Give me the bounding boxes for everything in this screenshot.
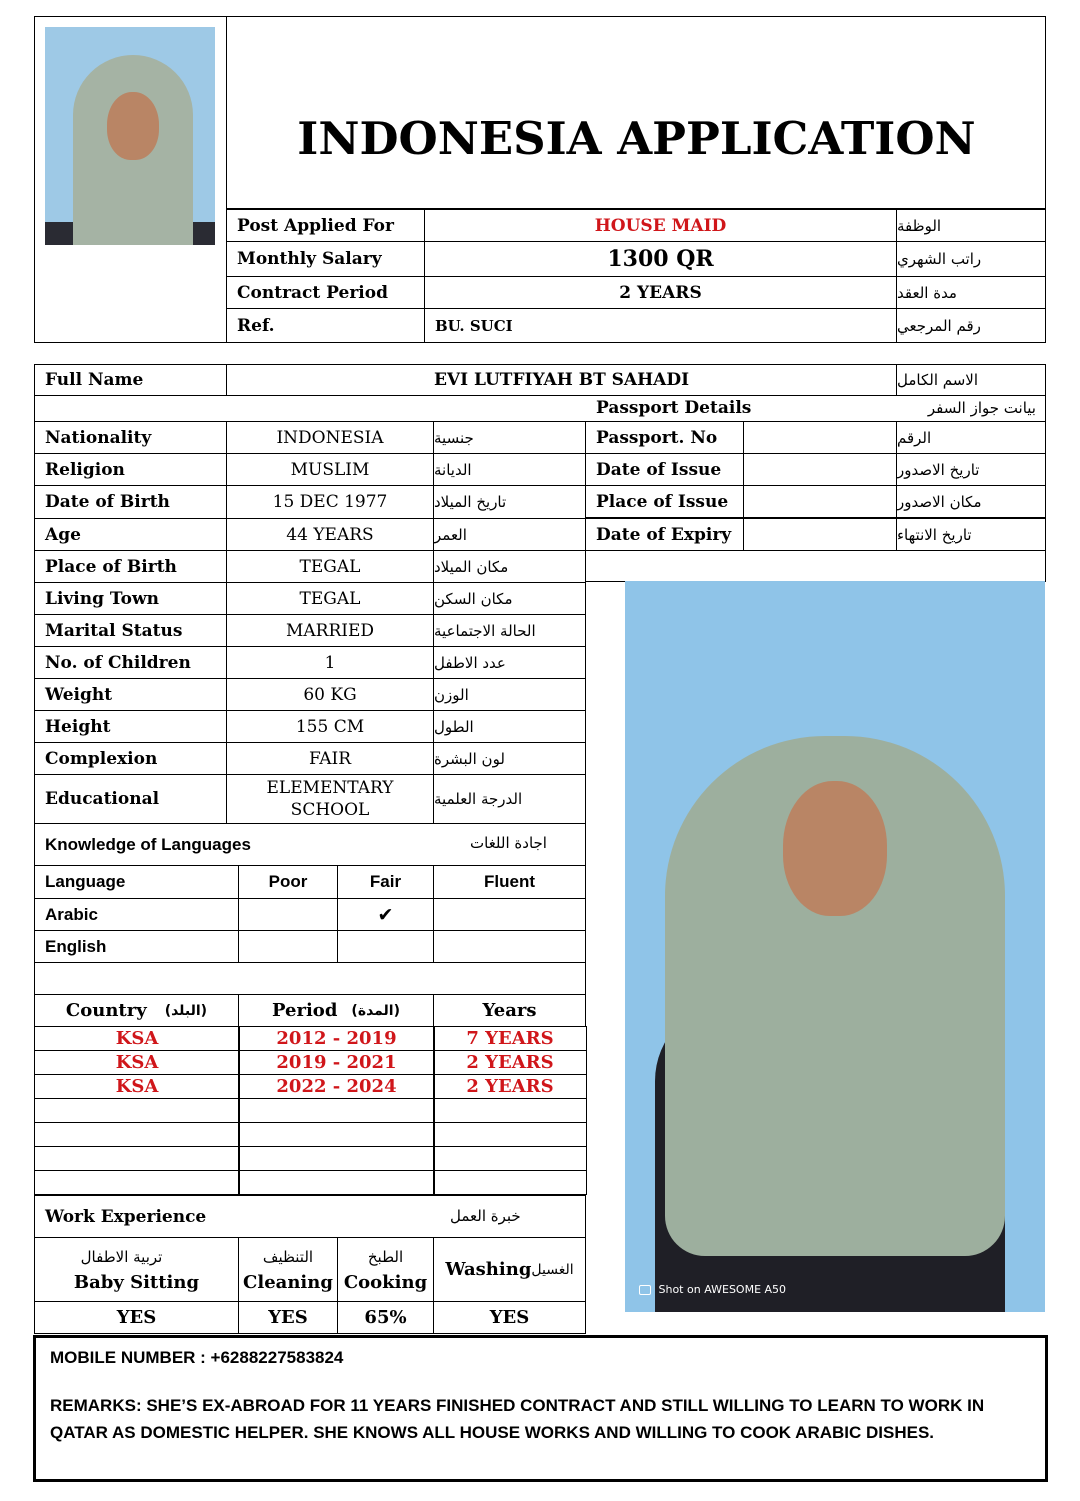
exp-row-3-period: 2022 - 2024 bbox=[238, 1074, 435, 1099]
exp-col-country bbox=[34, 994, 239, 1027]
passport-date-of-expiry-label: Date of Expiry bbox=[585, 518, 744, 551]
photo-caption-text: Shot on AWESOME A50 bbox=[658, 1283, 787, 1296]
passport-date-of-expiry-value bbox=[743, 518, 897, 551]
monthly-salary-label: Monthly Salary bbox=[226, 241, 425, 277]
date-of-birth-arabic: تاريخ الميلاد bbox=[433, 485, 586, 519]
education-value-line1: ELEMENTARY bbox=[266, 778, 394, 798]
lang-english-name: English bbox=[34, 930, 239, 963]
lang-col-poor: Poor bbox=[238, 865, 338, 899]
nationality-arabic: جنسية bbox=[433, 421, 586, 454]
exp-row-1-country: KSA bbox=[34, 1026, 240, 1051]
passport-place-of-issue-value bbox=[743, 485, 897, 518]
work-heading-arabic: خبرة العمل bbox=[450, 1207, 521, 1225]
education-label: Educational bbox=[34, 774, 227, 824]
religion-arabic: الديانة bbox=[433, 453, 586, 486]
exp-row-1-years: 7 YEARS bbox=[433, 1026, 587, 1051]
exp-blank-row-cell bbox=[238, 1146, 435, 1171]
portrait-photo-small bbox=[45, 27, 215, 245]
exp-row-3-country: KSA bbox=[34, 1074, 240, 1099]
post-applied-value: HOUSE MAID bbox=[424, 209, 897, 242]
passport-heading-arabic: بيانت جواز السفر bbox=[927, 399, 1036, 417]
date-of-birth-label: Date of Birth bbox=[34, 485, 227, 519]
skill-cleaning-value: YES bbox=[238, 1301, 338, 1334]
passport-date-of-expiry-arabic: تاريخ الانتهاء bbox=[896, 518, 1046, 551]
exp-col-country-arabic: (البلد) bbox=[164, 1002, 208, 1019]
lang-col-fair: Fair bbox=[337, 865, 434, 899]
exp-blank-row-cell bbox=[238, 1170, 435, 1195]
languages-heading: Knowledge of Languages bbox=[45, 834, 251, 854]
age-arabic: العمر bbox=[433, 518, 586, 551]
exp-col-period bbox=[238, 994, 434, 1027]
post-applied-label: Post Applied For bbox=[226, 209, 425, 242]
living-town-label: Living Town bbox=[34, 582, 227, 615]
lang-arabic-fair: ✔ bbox=[337, 898, 434, 931]
education-arabic: الدرجة العلمية bbox=[433, 774, 586, 824]
complexion-label: Complexion bbox=[34, 742, 227, 775]
exp-blank-row-cell bbox=[238, 1122, 435, 1147]
passport-blank-cell bbox=[585, 550, 1046, 582]
ref-value: BU. SUCI bbox=[424, 308, 897, 343]
lang-english-poor bbox=[238, 930, 338, 963]
age-label: Age bbox=[34, 518, 227, 551]
exp-row-3-years: 2 YEARS bbox=[433, 1074, 587, 1099]
passport-passport-no-arabic: الرقم bbox=[896, 421, 1046, 454]
exp-blank-row-cell bbox=[433, 1170, 587, 1195]
passport-date-of-issue-arabic: تاريخ الاصدور bbox=[896, 453, 1046, 486]
passport-passport-no-value bbox=[743, 421, 897, 454]
exp-row-2-country: KSA bbox=[34, 1050, 240, 1075]
living-town-arabic: مكان السكن bbox=[433, 582, 586, 615]
skill-cooking-value: 65% bbox=[337, 1301, 434, 1334]
age-value: 44 YEARS bbox=[226, 518, 434, 551]
page-title: INDONESIA APPLICATION bbox=[297, 112, 976, 165]
contract-period-label: Contract Period bbox=[226, 276, 425, 309]
skill-cooking-label: Cooking bbox=[343, 1271, 428, 1293]
skill-baby-sitting-arabic: تربية الاطفال bbox=[80, 1247, 163, 1266]
portrait-photo-large bbox=[625, 581, 1045, 1312]
exp-col-years: Years bbox=[433, 994, 586, 1027]
monthly-salary-value: 1300 QR bbox=[424, 241, 897, 277]
skill-washing-arabic: الغسيل bbox=[531, 1261, 574, 1278]
place-of-birth-label: Place of Birth bbox=[34, 550, 227, 583]
monthly-salary-arabic: راتب الشهري bbox=[896, 241, 1046, 277]
place-of-birth-arabic: مكان الميلاد bbox=[433, 550, 586, 583]
lang-english-fair bbox=[337, 930, 434, 963]
passport-place-of-issue-arabic: مكان الاصدور bbox=[896, 485, 1046, 518]
contract-period-arabic: مدة العقد bbox=[896, 276, 1046, 309]
full-name-value: EVI LUTFIYAH BT SAHADI bbox=[226, 364, 897, 396]
exp-row-2-period: 2019 - 2021 bbox=[238, 1050, 435, 1075]
education-value-line2: SCHOOL bbox=[290, 800, 370, 820]
height-arabic: الطول bbox=[433, 710, 586, 743]
exp-col-country-text: Country bbox=[65, 1000, 147, 1021]
passport-passport-no-label: Passport. No bbox=[585, 421, 744, 454]
skill-cleaning-label: Cleaning bbox=[243, 1271, 333, 1293]
skill-baby-sitting-value: YES bbox=[34, 1301, 239, 1334]
marital-status-arabic: الحالة الاجتماعية bbox=[433, 614, 586, 647]
weight-arabic: الوزن bbox=[433, 678, 586, 711]
marital-status-label: Marital Status bbox=[34, 614, 227, 647]
passport-heading-row-left bbox=[34, 395, 35, 422]
remarks: REMARKS: SHE’S EX-ABROAD FOR 11 YEARS FINISHED CONTRACT AND STILL WILLING TO LEARN TO WORK IN QATAR AS DOMESTIC HELPER. SHE KNOWS ALL HOUSE WORKS AND WILLING TO COOK ARABIC DISHES. bbox=[50, 1396, 985, 1442]
exp-blank-row-cell bbox=[34, 1170, 240, 1195]
lang-col-fluent: Fluent bbox=[433, 865, 586, 899]
skill-washing-value: YES bbox=[433, 1301, 586, 1334]
education-value bbox=[226, 774, 434, 824]
skill-cleaning bbox=[238, 1237, 338, 1302]
weight-value: 60 KG bbox=[226, 678, 434, 711]
passport-date-of-issue-label: Date of Issue bbox=[585, 453, 744, 486]
exp-blank-row-cell bbox=[433, 1098, 587, 1123]
skill-cleaning-arabic: التنظيف bbox=[262, 1247, 314, 1266]
skill-baby-sitting-label: Baby Sitting bbox=[73, 1271, 200, 1293]
exp-blank-row-cell bbox=[34, 1098, 240, 1123]
mobile-number: MOBILE NUMBER : +6288227583824 bbox=[50, 1348, 344, 1367]
full-name-arabic: الاسم الكامل bbox=[896, 364, 1046, 396]
ref-label: Ref. bbox=[226, 308, 425, 343]
lang-arabic-fluent bbox=[433, 898, 586, 931]
passport-heading-row-right bbox=[1045, 395, 1046, 422]
no-of-children-label: No. of Children bbox=[34, 646, 227, 679]
post-applied-arabic: الوظفة bbox=[896, 209, 1046, 242]
passport-heading: Passport Details bbox=[596, 398, 752, 418]
passport-date-of-issue-value bbox=[743, 453, 897, 486]
skill-washing bbox=[433, 1237, 586, 1302]
passport-place-of-issue-label: Place of Issue bbox=[585, 485, 744, 518]
lang-col-language: Language bbox=[34, 865, 239, 899]
lang-arabic-name: Arabic bbox=[34, 898, 239, 931]
skill-cooking-arabic: الطبخ bbox=[367, 1247, 404, 1266]
height-label: Height bbox=[34, 710, 227, 743]
photo-face bbox=[783, 781, 887, 916]
exp-blank-row-cell bbox=[433, 1146, 587, 1171]
contract-period-value: 2 YEARS bbox=[424, 276, 897, 309]
lang-english-fluent bbox=[433, 930, 586, 963]
marital-status-value: MARRIED bbox=[226, 614, 434, 647]
camera-icon bbox=[639, 1285, 651, 1295]
work-heading: Work Experience bbox=[34, 1195, 586, 1238]
exp-blank-row-cell bbox=[34, 1122, 240, 1147]
exp-blank-row-cell bbox=[34, 1146, 240, 1171]
blank-spacer-row bbox=[34, 962, 586, 995]
lang-arabic-poor bbox=[238, 898, 338, 931]
exp-blank-row-cell bbox=[238, 1098, 435, 1123]
exp-col-period-text: Period bbox=[271, 1000, 338, 1021]
exp-row-2-years: 2 YEARS bbox=[433, 1050, 587, 1075]
languages-heading-arabic: اجادة اللغات bbox=[470, 834, 547, 852]
complexion-value: FAIR bbox=[226, 742, 434, 775]
complexion-arabic: لون البشرة bbox=[433, 742, 586, 775]
nationality-value: INDONESIA bbox=[226, 421, 434, 454]
no-of-children-value: 1 bbox=[226, 646, 434, 679]
ref-arabic: رقم المرجعي bbox=[896, 308, 1046, 343]
skill-washing-label: Washing bbox=[445, 1259, 532, 1280]
exp-col-period-arabic: (المدة) bbox=[351, 1002, 401, 1019]
exp-blank-row-cell bbox=[433, 1122, 587, 1147]
date-of-birth-value: 15 DEC 1977 bbox=[226, 485, 434, 519]
nationality-label: Nationality bbox=[34, 421, 227, 454]
skill-cooking bbox=[337, 1237, 434, 1302]
height-value: 155 CM bbox=[226, 710, 434, 743]
religion-label: Religion bbox=[34, 453, 227, 486]
living-town-value: TEGAL bbox=[226, 582, 434, 615]
skill-baby-sitting bbox=[34, 1237, 239, 1302]
weight-label: Weight bbox=[34, 678, 227, 711]
no-of-children-arabic: عدد الاطفل bbox=[433, 646, 586, 679]
photo-caption bbox=[639, 1283, 786, 1296]
place-of-birth-value: TEGAL bbox=[226, 550, 434, 583]
full-name-label: Full Name bbox=[34, 364, 227, 396]
religion-value: MUSLIM bbox=[226, 453, 434, 486]
exp-row-1-period: 2012 - 2019 bbox=[238, 1026, 435, 1051]
